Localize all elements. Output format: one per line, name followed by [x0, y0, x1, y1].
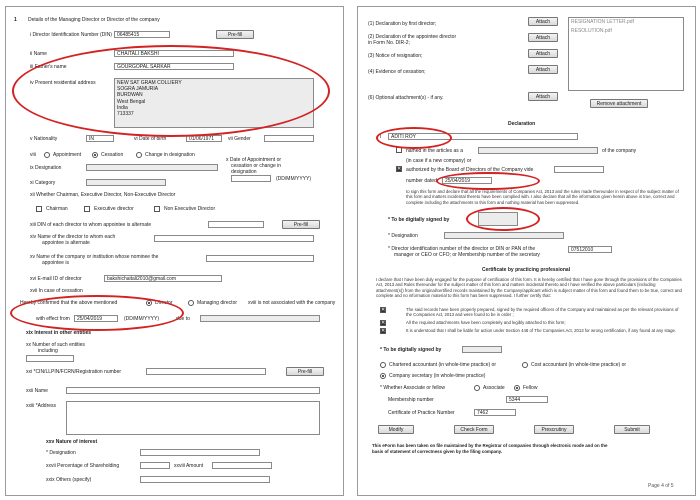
designation-select-right[interactable]	[444, 232, 564, 239]
submit-button[interactable]: Submit	[614, 425, 650, 434]
cost-accountant-label: Cost accountant (in whole-time practice) or	[531, 362, 627, 368]
company-secretary-radio[interactable]	[380, 373, 386, 379]
name-label: ii Name	[30, 51, 47, 57]
nationality-label: v Nationality	[30, 136, 58, 142]
designation-label-right: * Designation	[388, 233, 418, 239]
attach-button-4[interactable]: Attach	[528, 65, 558, 74]
effect-from-label: with effect from	[36, 316, 70, 322]
declaration-i: I	[380, 134, 382, 140]
md-label: Managing director	[197, 300, 238, 306]
declarant-name-input[interactable]: ADITI ROY	[388, 133, 578, 140]
email-label: xvi E-mail ID of director	[30, 276, 82, 282]
attachment2-label-line1: (2) Declaration of the appointee director	[368, 34, 457, 40]
address-line: India	[117, 104, 128, 111]
others-label: xxix Others (specify)	[46, 477, 92, 483]
attachment-list[interactable]	[568, 17, 684, 91]
fellow-radio[interactable]	[514, 385, 520, 391]
alternate-name-input[interactable]	[154, 235, 314, 242]
modify-button[interactable]: Modify	[378, 425, 414, 434]
father-name-label: iii Father's name	[30, 64, 67, 70]
date-format-hint: (DD/MM/YYYY)	[276, 176, 311, 182]
nationality-input[interactable]: IN	[86, 135, 114, 142]
cop-label: Certificate of Practice Number	[388, 410, 455, 416]
associate-label: Associate	[483, 385, 505, 391]
section-number: 1	[14, 17, 17, 23]
email-input[interactable]: bakshichaitali2010@gmail.com	[104, 275, 222, 282]
check-form-button[interactable]: Check Form	[454, 425, 494, 434]
authorized-checkbox[interactable]: ✕	[397, 166, 402, 172]
xv-label-line2: appointee is	[42, 260, 69, 266]
attachment2-label-line2: in Form No. DIR-2;	[368, 40, 410, 46]
resolution-number-input[interactable]	[554, 166, 604, 173]
xiv-label-line2: appointee is alternate	[42, 240, 90, 246]
footer-line-1: This eForm has been taken on file maintained by the Registrar of companies through electronic mode and on the	[372, 443, 608, 448]
din-input[interactable]: 06485415	[114, 31, 170, 38]
associate-radio[interactable]	[474, 385, 480, 391]
certificate-paragraph: I declare that I have been duly engaged for the purpose of certification of this form. It is hereby certified that I have gone through the provisions of the Companies Act, 2013 and Rules thereunder for the subject matter of this form and matters incidental thereto and I have verified the above particulars (including attachment(s)) from the original/certified records maintained by the Company/applicant which is subject matter of this form and found them to be true, correct and complete and no information material to this form has been suppressed. I further certify that:	[376, 277, 682, 299]
whether-label: xii Whether Chairman, Executive Director, Non-Executive Director	[30, 192, 176, 198]
resolution-date-input[interactable]: 25/04/2019	[442, 177, 492, 184]
address-line: 713337	[117, 111, 134, 118]
prefill-button[interactable]: Pre-fill	[216, 30, 254, 39]
entity-address-label: xxiii *Address	[26, 403, 57, 409]
attach-button-2[interactable]: Attach	[528, 33, 558, 42]
cessation-label: Cessation	[101, 152, 124, 158]
gender-select[interactable]	[264, 135, 314, 142]
xvii-label: xvii In case of cessation	[30, 288, 83, 294]
din-label-right-2: manager or CEO or CFO; or Membership number of the secretary	[394, 252, 540, 258]
address-label: iv Present residential address	[30, 80, 96, 86]
din-label-right-1: * Director identification number of the director or DIN or PAN of the	[388, 246, 536, 252]
viii-label: viii	[30, 152, 36, 158]
point1-text: The said records have been properly prepared, signed by the required officers of the Company and maintained as per the relevant provisions of the Companies Act, 2013 and were found to be in order ;	[406, 307, 679, 318]
non-executive-label: Non Executive Director	[164, 206, 216, 212]
entity-name-input[interactable]	[66, 387, 320, 394]
signed-by-label-2: * To be digitally signed by	[380, 347, 442, 353]
amount-label: xxviii Amount	[174, 463, 204, 469]
prefill-button-2[interactable]: Pre-fill	[282, 220, 320, 229]
form-page-right	[357, 6, 696, 496]
company-secretary-label: Company secretary (in whole-time practice)	[389, 373, 486, 379]
ca-radio[interactable]	[380, 362, 386, 368]
annotation-ring-resolution-date	[436, 172, 540, 190]
annotation-ring-cessation-date	[10, 295, 184, 331]
due-to-label: due to	[176, 316, 190, 322]
appointment-radio[interactable]	[44, 152, 50, 158]
date-label-line2: cessation or change in	[231, 163, 282, 169]
attachment3-label: (3) Notice of resignation;	[368, 53, 423, 59]
designation2-label: * Designation	[46, 450, 76, 456]
appointment-label: Appointment	[53, 152, 82, 158]
non-executive-checkbox[interactable]	[154, 206, 160, 212]
date-label-line3: designation	[231, 169, 257, 175]
alternate-din-input[interactable]	[208, 221, 264, 228]
annotation-ring-signature	[466, 207, 540, 231]
chairman-checkbox[interactable]	[36, 206, 42, 212]
executive-checkbox[interactable]	[84, 206, 90, 212]
cin-label: xxi *CIN/LLPIN/FCRN/Registration number	[26, 369, 122, 375]
certificate-title: Certificate by practicing professional	[482, 267, 571, 273]
others-input[interactable]	[140, 476, 270, 483]
chairman-label: Chairman	[46, 206, 68, 212]
declaration-paragraph: to sign this form and declare that all the requirements of Companies Act, 2013 and the rules made thereunder in respect of the subject matter of this form and matters incidental thereto have been complied with. I also declare that all the information given herein above is true, correct and complete including the attachments to this form and nothing material has been suppressed.	[406, 189, 679, 205]
designation2-input[interactable]	[140, 449, 260, 456]
declaration-text-4: authorized by the Board of Directors of the Company vide	[406, 167, 534, 173]
xv-label-line1: xv Name of the company or institution whose nominee the	[30, 254, 159, 260]
interest-label: xix Interest in other entities	[26, 330, 92, 336]
attach-button-3[interactable]: Attach	[528, 49, 558, 58]
din-input-right[interactable]: 07512010	[568, 246, 612, 253]
section-title: Details of the Managing Director or Director of the company	[28, 17, 160, 23]
annotation-ring-address	[12, 45, 330, 137]
ca-label: Chartered accountant (in whole-time practice) or	[389, 362, 496, 368]
shareholding-input[interactable]	[140, 462, 170, 469]
md-radio[interactable]	[188, 300, 194, 306]
date-label-line1: x Date of Appointment or	[226, 157, 282, 163]
entities-count-input[interactable]	[26, 355, 74, 362]
din-label: i Director Identification Number (DIN)	[30, 32, 112, 38]
xx-label-line2: including	[38, 348, 58, 354]
category-label: xi Category	[30, 180, 56, 186]
declaration-text-2: of the company	[602, 148, 637, 154]
attachment4-label: (4) Evidence of cessation;	[368, 69, 426, 75]
membership-input[interactable]: 5344	[506, 396, 548, 403]
prescrutiny-button[interactable]: Prescrutiny	[534, 425, 574, 434]
father-name-input[interactable]: GOURGOPAL SARKAR	[114, 63, 234, 70]
xviii-text: xviii is not associated with the company	[248, 300, 336, 306]
amount-input[interactable]	[212, 462, 272, 469]
category-select[interactable]	[86, 179, 166, 186]
name-input[interactable]: CHAITALI BAKSHI	[114, 50, 234, 57]
cost-accountant-radio[interactable]	[522, 362, 528, 368]
point3-text: It is understood that I shall be liable for action under Section 448 of The Companies Act, 2013 for wrong certification, if any found at any stage.	[406, 328, 677, 333]
fellow-label: Fellow	[523, 385, 538, 391]
entity-name-label: xxii Name	[26, 388, 48, 394]
designation-select[interactable]	[86, 164, 218, 171]
address-line: BURDWAN	[117, 92, 143, 99]
dob-label: vi Date of birth	[134, 136, 167, 142]
number-dated-label: number dated	[406, 178, 437, 184]
entity-address-textarea[interactable]	[66, 401, 320, 435]
point2-text: All the required attachments have been completely and legibly attached to this form;	[406, 320, 566, 325]
director-label: Director	[155, 300, 173, 306]
declaration-text-1: named in the articles as a	[406, 148, 463, 154]
attachment6-label: (6) Optional attachment(s) - if any.	[368, 95, 444, 101]
xiv-label-line1: xiv Name of the director to whom each	[30, 234, 116, 240]
dob-input[interactable]: 01/06/1971	[186, 135, 222, 142]
associate-fellow-label: * Whether Associate or fellow	[380, 385, 446, 391]
attachment-file-2[interactable]: RESOLUTION.pdf	[571, 28, 612, 34]
prefill-button-3[interactable]: Pre-fill	[286, 367, 324, 376]
signed-by-label: * To be digitally signed by	[388, 217, 450, 223]
point2-checkbox[interactable]: ✕	[381, 320, 386, 326]
form-page-left	[5, 6, 344, 496]
attach-button-6[interactable]: Attach	[528, 92, 558, 101]
gender-label: vii Gender	[228, 136, 251, 142]
attachment1-label: (1) Declaration by first director;	[368, 21, 437, 27]
point3-checkbox[interactable]: ✕	[381, 328, 386, 334]
annotation-ring-declarant	[376, 127, 452, 149]
cin-input[interactable]	[146, 368, 266, 375]
articles-role-select[interactable]	[478, 147, 598, 154]
remove-attachment-button[interactable]: Remove attachment	[590, 99, 648, 108]
cessation-radio[interactable]	[92, 152, 98, 158]
effect-format-hint: (DD/MM/YYYY)	[124, 316, 159, 322]
nominee-input[interactable]	[206, 255, 314, 262]
date-input[interactable]	[231, 175, 271, 182]
shareholding-label: xxvii Percentage of Shareholding	[46, 463, 120, 469]
designation-label: ix Designation	[30, 165, 62, 171]
confirm-text: Hereby confirmed that the above mentioned	[20, 300, 118, 306]
xx-label-line1: xx Number of such entities	[26, 342, 85, 348]
attach-button-1[interactable]: Attach	[528, 17, 558, 26]
nature-interest-label: xxv Nature of interest	[46, 439, 98, 445]
due-to-select[interactable]	[200, 315, 320, 322]
change-designation-label: Change in designation	[145, 152, 195, 158]
effect-date-input[interactable]: 25/04/2019	[74, 315, 118, 322]
address-line: West Bengal	[117, 98, 146, 105]
page-number: Page 4 of 5	[648, 483, 674, 489]
membership-label: Membership number	[388, 397, 434, 403]
point1-checkbox[interactable]: ✕	[381, 307, 386, 313]
digital-signature-box-2[interactable]	[462, 346, 502, 353]
address-line: SOGRA JAMURIA	[117, 86, 159, 93]
change-designation-radio[interactable]	[136, 152, 142, 158]
footer-line-2: basis of statement of correctness given by the filing company.	[372, 449, 502, 454]
executive-label: Executive director	[94, 206, 134, 212]
declaration-text-3: (in case if a new company) or	[406, 158, 472, 164]
attachment-file-1[interactable]: RESIGNATION LETTER.pdf	[571, 19, 634, 25]
xiii-label: xiii DIN of each director to whom appointee is alternate	[30, 222, 152, 228]
cop-input[interactable]: 7462	[474, 409, 516, 416]
address-line: NEW SAT GRAM COLLIERY	[117, 80, 182, 86]
declaration-title: Declaration	[508, 121, 536, 127]
